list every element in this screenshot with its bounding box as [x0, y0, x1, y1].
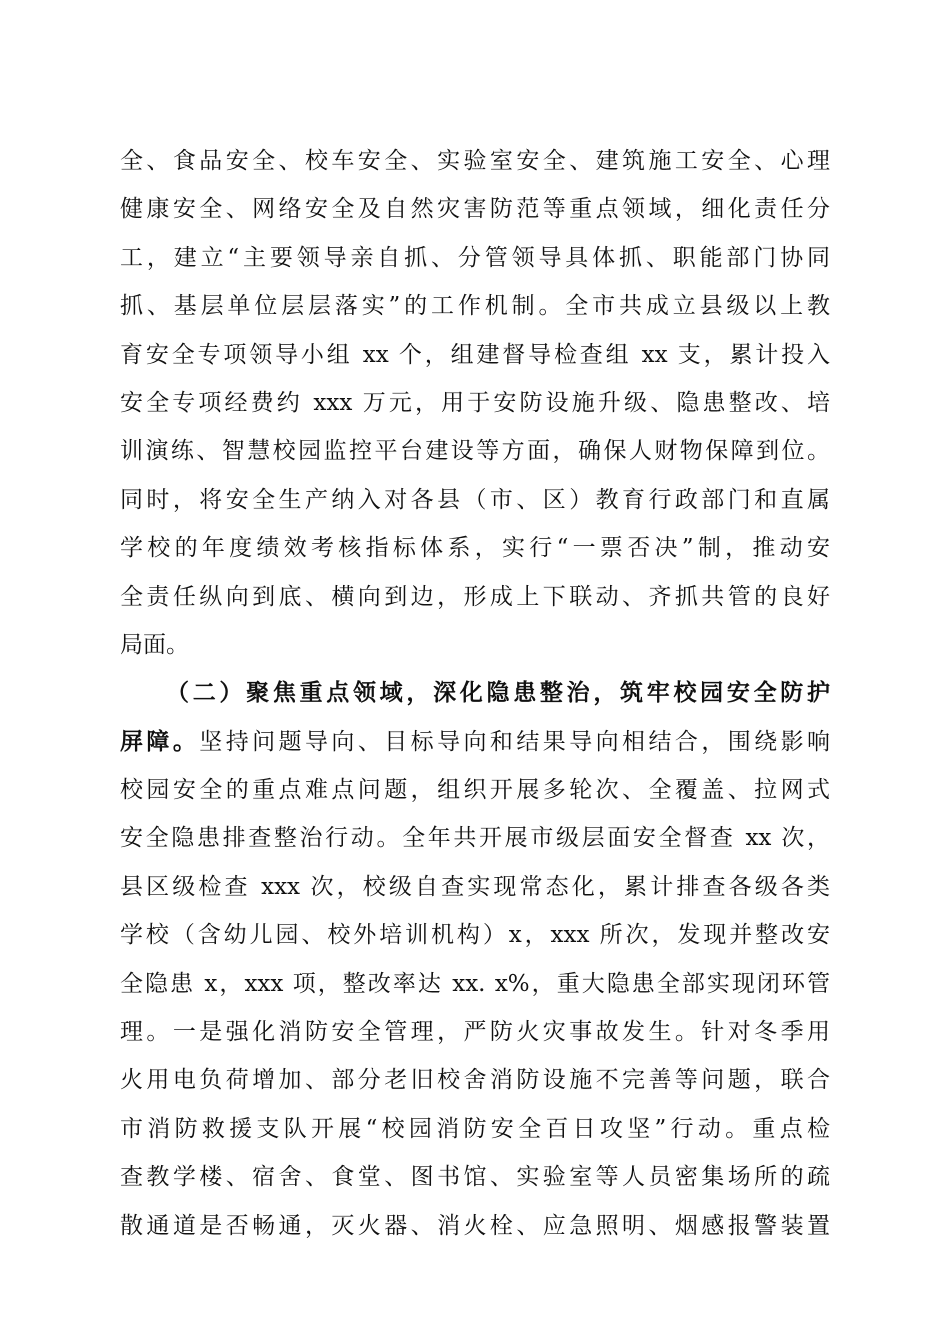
text-line: 全责任纵向到底、横向到边，形成上下联动、齐抓共管的良好: [120, 583, 830, 610]
section-heading: （二）聚焦重点领域，深化隐患整治，筑牢校园安全防护: [166, 680, 830, 707]
paragraph-1: [120, 137, 830, 669]
text-line: 市消防救援支队开展“校园消防安全百日攻坚”行动。重点检: [120, 1115, 830, 1142]
text-line: 散通道是否畅通，灭火器、消火栓、应急照明、烟感报警装置: [120, 1212, 830, 1239]
text-line: 全隐患 x，xxx 项，整改率达 xx. x%，重大隐患全部实现闭环管: [120, 970, 830, 997]
text-line: 安全隐患排查整治行动。全年共开展市级层面安全督查 xx 次，: [120, 825, 830, 852]
text-line: 健康安全、网络安全及自然灾害防范等重点领域，细化责任分: [120, 196, 830, 223]
text-line: 同时，将安全生产纳入对各县（市、区）教育行政部门和直属: [120, 486, 830, 513]
text-line: 工，建立“主要领导亲自抓、分管领导具体抓、职能部门协同: [120, 244, 830, 271]
text-line: 育安全专项领导小组 xx 个，组建督导检查组 xx 支，累计投入: [120, 341, 830, 368]
text-line: 全、食品安全、校车安全、实验室安全、建筑施工安全、心理: [120, 148, 830, 174]
section-heading-end: 屏障。: [120, 728, 200, 755]
text-line: 局面。: [120, 631, 189, 658]
paragraph-2: [120, 669, 830, 1250]
text-line: [120, 718, 830, 766]
text-line: 抓、基层单位层层落实”的工作机制。全市共成立县级以上教: [120, 293, 830, 320]
text-line: 县区级检查 xxx 次，校级自查实现常态化，累计排查各级各类: [120, 873, 830, 900]
text-line: 安全专项经费约 xxx 万元，用于安防设施升级、隐患整改、培: [120, 389, 830, 416]
text-line: 训演练、智慧校园监控平台建设等方面，确保人财物保障到位。: [120, 438, 830, 465]
text-line: 学校（含幼儿园、校外培训机构）x，xxx 所次，发现并整改安: [120, 922, 830, 949]
text-line: 校园安全的重点难点问题，组织开展多轮次、全覆盖、拉网式: [120, 777, 830, 804]
text-run: 坚持问题导向、目标导向和结果导向相结合，围绕影响: [199, 728, 831, 755]
text-line: 火用电负荷增加、部分老旧校舍消防设施不完善等问题，联合: [120, 1067, 830, 1094]
text-line: 理。一是强化消防安全管理，严防火灾事故发生。针对冬季用: [120, 1019, 830, 1046]
text-line: 查教学楼、宿舍、食堂、图书馆、实验室等人员密集场所的疏: [120, 1164, 830, 1191]
text-line: 学校的年度绩效考核指标体系，实行“一票否决”制，推动安: [120, 535, 830, 562]
body-text: [120, 137, 830, 1250]
